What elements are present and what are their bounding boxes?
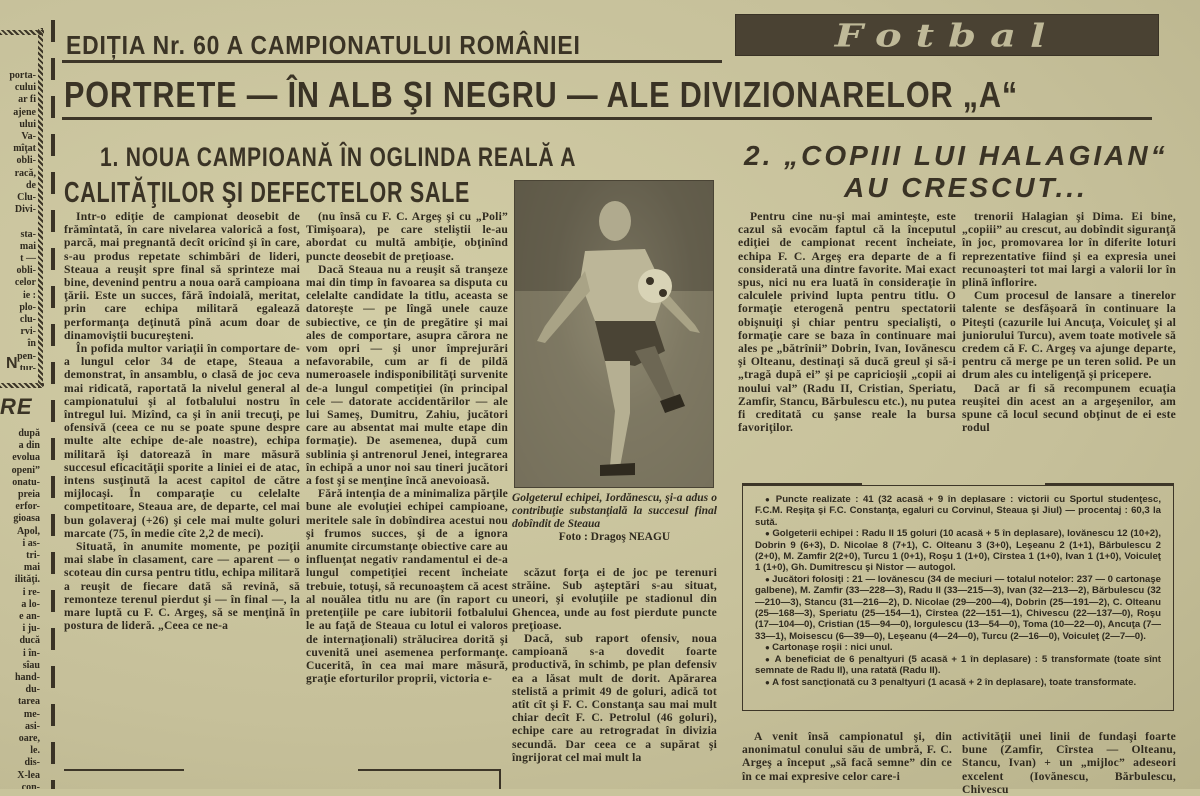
article2-bottom-column1: [742, 730, 952, 783]
stats-item: ● Puncte realizate : 41 (32 acasă + 9 în deplasare : victorii cu Sportul studenţesc, F.C.M. Reşiţa şi F.C. Constanţa, egaluri cu Corvinul, Steaua şi Jiul) — procentaj : 60,3 la sută.: [755, 494, 1161, 528]
strip-line: de: [26, 179, 36, 191]
strip-line: cului: [14, 82, 36, 94]
stats-box-rule-left: [742, 483, 862, 485]
strip-line: mai: [23, 562, 40, 574]
stats-item: ● Jucători folosiţi : 21 — Iovănescu (34 de meciuri — totalul notelor: 237 — 0 cartonaşe galbene), M. Zamfir (33—228—3), Radu II (33—215—3), Ivan (32—213—2), Bărbulescu (32—210—3), Stancu (31—216—2), D. Nicolae (29—200—4), Dobrin (25—191—2), C. Olteanu (25—168—3), Speriatu (25—154—1), Cîrstea (22—151—1), Chivescu (22—137—0), Roşu (17—104—0), Cristian (15—94—0), Iorgulescu (13—54—0), Toma (10—22—0), Ancuţa (7—33—1), Moisescu (6—39—0), Leşeanu (4—24—0), Turcu (2—16—0), Voiculeţ (2—7—0).: [755, 574, 1161, 642]
team-statistics-box: [742, 485, 1174, 711]
article1-stats-box-edge: [499, 769, 501, 789]
edition-underline: [62, 60, 722, 63]
article2-bottom-paragraph1: A venit însă campionatul şi, din anonimatul conului său de umbră, F. C. Argeş a început „să facă semne” din ce în ce mai expresive celor care-i: [742, 730, 952, 783]
strip-line: gioasa: [13, 513, 40, 525]
strip-line: hand-: [14, 672, 40, 684]
fotbal-logo-text: Fotbal: [834, 16, 1060, 54]
strip-line: mîţat: [13, 143, 36, 155]
article2-title-line1: 2. „COPIII LUI HALAGIAN“: [744, 140, 1168, 171]
stats-item: ● Golgeterii echipei : Radu II 15 goluri (10 acasă + 5 în deplasare), Iovănescu 12 (10+2), Dobrin 9 (6+3), D. Nicolae 8 (7+1), C. Olteanu 3 (3+0), Leşeanu 2 (1+1), Bărbulescu 2 (2+0), M. Zamfir 2(2+0), Turcu 1 (0+1), Roşu 1 (1+0), Cîrstea 1 (1+0), Ivan 1 (1+0), Voiculeţ 1 (1+0), Gh. Dumitrescu şi Nistor — autogol.: [755, 528, 1161, 574]
article1-title-line2: CALITĂŢILOR ŞI DEFECTELOR SALE: [64, 177, 471, 209]
strip-line: du-: [25, 684, 40, 696]
strip-line: mai: [19, 240, 36, 252]
strip-line: obli-: [16, 155, 36, 167]
strip-line: sîau: [22, 659, 40, 671]
strip-line: ie :: [22, 289, 36, 301]
main-headline-underline: [62, 117, 1152, 120]
article1-stats-rule-right: [358, 769, 500, 771]
left-strip-heading-re: RE: [0, 394, 33, 419]
strip-line: i as-: [22, 537, 40, 549]
strip-line: openi”: [11, 464, 40, 476]
strip-line: plo-: [19, 301, 36, 313]
article1-title-line1: 1. NOUA CAMPIOANĂ ÎN OGLINDA REALĂ A: [100, 142, 577, 172]
article1-column1: [64, 210, 300, 730]
strip-line: pen-: [17, 350, 36, 362]
paragraph: Dacă, sub raport ofensiv, noua campioană s-a dovedit foarte productivă, în schimb, pe plan defensiv ea a lăsat mult de dorit. Apărarea stelistă a primit 49 de goluri, adică tot atît cît şi F. C. Constanţa sau mai mult chiar decît F. C. Petrolul (46 goluri), echipe care au retrogradat în divizia secundă. Dar ceea ce a supărat şi îngrijorat cel mai mult la: [512, 632, 717, 764]
article1-stats-rule-left: [64, 769, 184, 771]
strip-line: rvi-: [20, 326, 36, 338]
strip-line: ilităţi.: [14, 574, 40, 586]
strip-line: evolua: [12, 452, 40, 464]
strip-line: oare,: [18, 733, 40, 745]
edition-headline: EDIȚIA Nr. 60 A CAMPIONATULUI ROMÂNIEI: [66, 30, 581, 60]
strip-line: t —: [20, 253, 36, 265]
strip-line: ar fi: [18, 94, 36, 106]
strip-line: racă,: [14, 167, 36, 179]
article2-column2: [962, 210, 1176, 470]
strip-line: ului: [19, 118, 36, 130]
left-strip-text-bottom: [0, 428, 40, 789]
strip-line: obli-: [16, 265, 36, 277]
article2-column1: [738, 210, 956, 470]
paragraph: Cum procesul de lansare a tinerelor talente se desfăşoară în continuare la Piteşti (cazurile lui Ancuţa, Voiculeţ şi al juniorului Turcu), avem toate motivele să credem că F. C. Argeş va ajunge departe, pentru că merge pe un teren solid. Pe un drum ales cu inteligenţă şi pricepere.: [962, 289, 1176, 382]
strip-line: a lo-: [21, 598, 40, 610]
paragraph: (nu însă cu F. C. Argeş şi cu „Poli” Timişoara), pe care steliştii le-au abordat cu multă ambiţie, obţinînd puncte deosebit de preţioase.: [306, 210, 508, 263]
article1-column2: [306, 210, 508, 730]
paragraph: Fără intenţia de a minimaliza părţile bune ale evoluţiei echipei campioane, meritele sale în dobîndirea acestui nou şi frumos succes, şi de a ignora anumite circumstanţe obiective care au influenţat negativ randamentul ei de-a lungul competiţiei recent încheiate trebuie, totuşi, să recunoaştem că acest al nouălea titlu nu are (în raport cu pretenţiile pe care iubitorii fotbalului le au faţă de Steaua cu lotul ei valoros de internaţionali) strălucirea dorită şi cuvenită unei asemenea performanţe. Cucerită, în cea mai mare măsură, graţie eforturilor proprii, victoria e-: [306, 487, 508, 686]
player-photo: [514, 180, 714, 488]
strip-line: Apol,: [16, 525, 40, 537]
strip-line: porta-: [9, 70, 36, 81]
paragraph: Intr-o ediţie de campionat deosebit de frămîntată, în care nivelarea valorică a fost, parcă, mai pregnantă decît oricînd şi în care, s-au produs repetate schimbări de lideri, Steaua a reuşit spre final să sprinteze mai bine, devenind pentru a noua oară campioana ţării. Este un succes, fără îndoială, meritat, prin care echipa militară egalează performanţa deţinută pînă acum doar de dinamoviştii bucureşteni.: [64, 210, 300, 342]
stats-item: ● A fost sancţionată cu 3 penaltyuri (1 acasă + 2 în deplasare), toate transformate.: [755, 677, 1161, 688]
strip-line: i ju-: [22, 623, 40, 635]
strip-line: tri-: [26, 550, 40, 562]
photo-caption-text: Golgeterul echipei, Iordănescu, şi-a adus o contribuţie substanţială la succesul final dobîndit de Steaua: [512, 492, 717, 530]
paragraph: În pofida multor variaţii în comportare de-a lungul celor 34 de etape, Steaua a demonstrat, în ansamblu, o clasă de joc ceva mai ridicată, raportată la nivelul general al campionatului şi al fotbalului nostru în întregul lui. Mizînd, ca şi în anii trecuţi, pe ofensivă (ceea ce nu se poate spune despre multe alte echipe de-ale noastre), echipa militară îşi datorează în mare măsură succesul eficacităţii sporite a liniei ei de atac, intens susţinută la acest capitol de către mijlocaşi. În comparaţie cu celelalte competitoare, Steaua are, de departe, cel mai bun golaveraj (+26) şi cele mai multe goluri marcate (75, în medie cîte 2,2 de meci).: [64, 342, 300, 540]
paragraph: Dacă ar fi să recompunem ecuaţia reuşitei din acest an a argeşenilor, am spune că locul secund obţinut de ei este rodul: [962, 381, 1176, 435]
stats-box-rule-right: [1045, 483, 1174, 485]
strip-line: onatu-: [12, 476, 40, 488]
strip-line: Divi-: [14, 204, 36, 216]
paragraph: trenorii Halagian şi Dima. Ei bine, „copiii” au crescut, au dobîndit siguranţă în joc, promovarea lor în diferite loturi reprezentative fiind şi ea expresia unei recunoaşteri tot mai largi a valorii lor în plină înflorire.: [962, 210, 1176, 290]
strip-line: Clu-: [17, 192, 36, 204]
strip-line: X-lea: [17, 769, 40, 781]
strip-line: erfor-: [15, 501, 40, 513]
strip-line: în: [27, 338, 36, 350]
article2-title-line2: AU CRESCUT...: [844, 172, 1088, 203]
strip-line: asi-: [25, 720, 40, 732]
stats-item: ● A beneficiat de 6 penaltyuri (5 acasă + 1 în deplasare) : 5 transformate (toate sînt semnate de Radu II), una ratată (Radu II).: [755, 654, 1161, 677]
strip-line: după: [18, 428, 40, 439]
stats-item: ● Cartonaşe roşii : nici unul.: [755, 642, 1161, 653]
paragraph: scăzut forţa ei de joc pe terenuri străine. Sub aşteptări s-au situat, uneori, şi evoluţiile pe stadionul din Ghencea, unde au fost pierdute puncte preţioase.: [512, 566, 717, 632]
column-divider-left: [51, 20, 55, 789]
strip-line: tur-: [19, 362, 36, 370]
main-headline: PORTRETE — ÎN ALB ŞI NEGRU — ALE DIVIZIONARELOR „A“: [64, 74, 1019, 115]
article2-bottom-column2: [962, 730, 1176, 796]
photo-credit: Foto : Dragoş NEAGU: [558, 531, 671, 543]
strip-line: sta-: [20, 228, 36, 240]
article2-bottom-paragraph2: activităţii unei linii de fundaşi foarte bune (Zamfir, Cîrstea — Olteanu, Stancu, Ivan) + un „mijloc” adeseori excelent (Iovănescu, Bărbulescu, Chivescu: [962, 730, 1176, 796]
left-box-bottom-border: [0, 383, 44, 388]
strip-line: ducă: [19, 635, 40, 647]
left-strip-heading-n: N: [6, 355, 19, 372]
strip-line: ajene: [13, 106, 36, 118]
strip-line: preia: [17, 489, 40, 501]
photo-caption: [512, 492, 717, 544]
strip-line: dis-: [24, 757, 40, 769]
strip-line: [0, 216, 36, 228]
strip-line: e an-: [19, 611, 40, 623]
strip-line: Va-: [21, 131, 36, 143]
left-box-right-border: [38, 28, 43, 388]
strip-line: a din: [18, 440, 40, 452]
footballer-kicking-illustration: [515, 181, 713, 487]
strip-line: clu-: [19, 314, 36, 326]
strip-line: i în-: [23, 647, 40, 659]
paragraph: Dacă Steaua nu a reuşit să tranşeze mai din timp în favoarea sa disputa cu celelalte candidate la titlu, aceasta se datoreşte — pe lîngă unele cauze subiective, ce ţin de pregătire şi mai ales de comportare, asupra cărora ne vom opri — şi unor împrejurări nefavorabile, cum ar fi de pildă numeroasele indisponibilităţi survenite de-a lungul competiţiei (în principal cele — datorate accidentărilor — ale lui Sameş, Dumitru, Zahiu, jucători care au absentat mai multe etape din formaţie). De asemenea, după cum sublinia şi antrenorul Jenei, integrarea în echipă a unor noi sau tineri jucători a fost şi se menţine încă anevoioasă.: [306, 262, 508, 488]
strip-line: le.: [30, 745, 40, 757]
paragraph: Situată, în anumite momente, pe poziţii mai slabe în clasament, care — aparent — o scoteau din cursa pentru titlu, echipa militară a reuşit de fiecare dată să revină, să remonteze terenul pierdut şi — în final —, la mare luptă cu F. C. Argeş, să se menţină în postura de lideră. „Ceea ce ne-a: [64, 540, 300, 633]
fotbal-section-logo: [735, 14, 1159, 56]
paragraph: Pentru cine nu-şi mai aminteşte, este cazul să evocăm faptul că la începutul ediţiei de campionat recent încheiate, echipa F. C. Argeş era departe de a fi considerată una dintre favorite. Mai exact spus, nici nu era luată în consideraţie în calculele privind lupta pentru titlu. O formaţie eterogenă pentru spectatorii obişnuiţi şi chiar pentru specialişti, o formaţie care se baza în continuare mai ales pe „bătrînii” Dobrin, Ivan, Iovănescu şi Olteanu, destinaţi să ducă greul şi să-i „tragă după ei” şi pe capricioşii „copii ai noului val” (Radu II, Cristian, Speriatu, Zamfir, Stancu, Bărbulescu etc.), nu putea fi creditată cu şanse reale la bursa favoriţilor.: [738, 210, 956, 435]
left-strip-text-top: [0, 70, 36, 370]
strip-line: tarea: [17, 696, 40, 708]
strip-line: celor: [14, 277, 36, 289]
strip-line: con-: [21, 781, 40, 789]
strip-line: me-: [23, 708, 40, 720]
strip-line: i re-: [22, 586, 40, 598]
article1-column3: [512, 566, 717, 789]
